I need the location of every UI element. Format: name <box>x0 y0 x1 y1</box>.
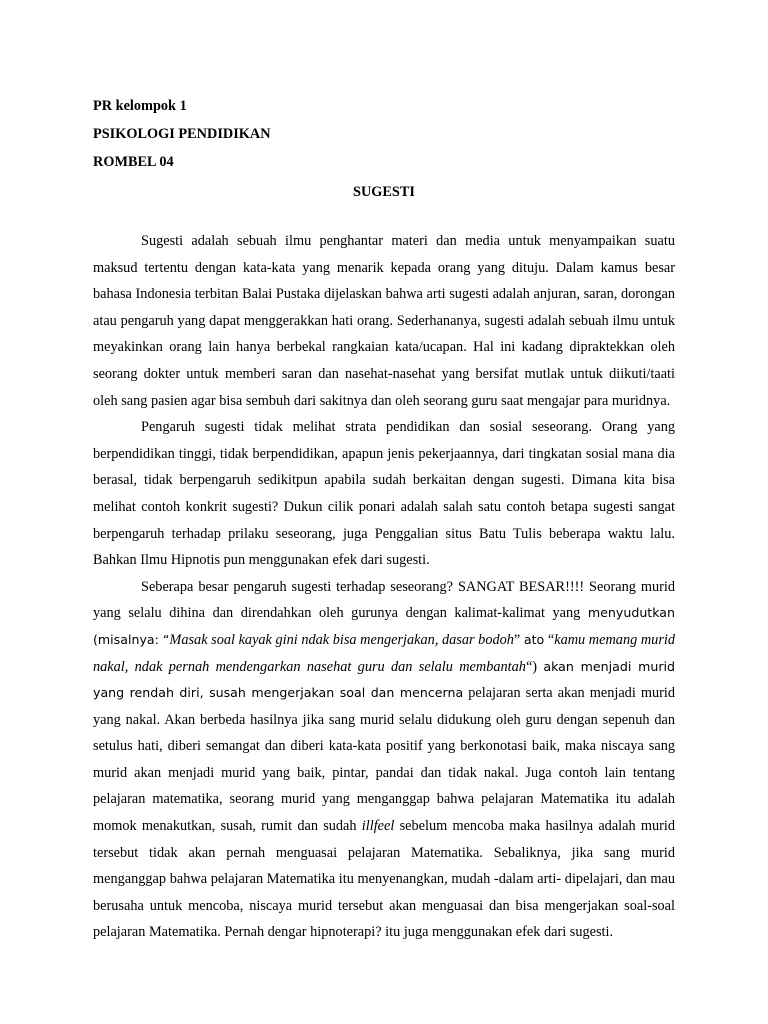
document-page <box>93 92 675 946</box>
header-group: PR kelompok 1 <box>93 98 187 114</box>
paragraph-3-text-7: akan menjadi murid yang rendah diri, susah mengerjakan soal dan mencerna <box>93 658 676 701</box>
quote-1: Masak soal kayak gini ndak bisa mengerjakan, dasar bodoh <box>169 631 514 648</box>
paragraph-3 <box>93 574 675 946</box>
paragraph-3-text-5: “ <box>547 631 555 648</box>
quote-2: kamu memang murid nakal, ndak pernah mendengarkan nasehat guru dan selalu membantah <box>93 631 676 675</box>
document-title: SUGESTI <box>353 184 415 200</box>
paragraph-3-text-9: sebelum mencoba maka hasilnya adalah murid tersebut tidak akan pernah menguasai pelajaran Matematika. Sebaliknya, jika sang murid menganggap bahwa pelajaran Matematika itu menyenangkan, mudah -dalam arti- dipelajari, dan mau berusaha untuk mencoba, niscaya murid tersebut akan menguasai dan bisa mengerjakan soal-soal pelajaran Matematika. Pernah dengar hipnoterapi? itu juga menggunakan efek dari sugesti. <box>93 818 676 941</box>
header-class: ROMBEL 04 <box>93 154 174 170</box>
paragraph-3-text-4: ato <box>523 631 545 647</box>
paragraph-3-text-8: pelajaran serta akan menjadi murid yang nakal. Akan berbeda hasilnya jika sang murid selalu didukung oleh guru dengan sepenuh dan setulus hati, diberi semangat dan diberi kata-kata positif yang berkonotasi baik, maka niscaya sang murid akan menjadi murid yang baik, pintar, pandai dan tidak nakal. Juga contoh lain tentang pelajaran matematika, seorang murid yang menganggap bahwa pelajaran Matematika itu adalah momok menakutkan, susah, rumit dan sudah <box>93 685 675 835</box>
paragraph-3-text-2: menyudutkan (misalnya: “ <box>93 605 676 647</box>
paragraph-1: Sugesti adalah sebuah ilmu penghantar materi dan media untuk menyampaikan suatu maksud tertentu dengan kata-kata yang menarik kepada orang yang dituju. Dalam kamus besar bahasa Indonesia terbitan Balai Pustaka dijelaskan bahwa arti sugesti adalah anjuran, saran, dorongan atau pengaruh yang dapat menggerakkan hati orang. Sederhananya, sugesti adalah sebuah ilmu untuk meyakinkan orang lain hanya berbekal rangkaian kata/ucapan. Hal ini kadang dipraktekkan oleh seorang dokter untuk memberi saran dan nasehat-nasehat yang bersifat mutlak untuk diikuti/taati oleh sang pasien agar bisa sembuh dari sakitnya dan oleh seorang guru saat mengajar para muridnya. <box>93 233 675 409</box>
paragraph-3-text-3: ” <box>513 631 521 648</box>
header-course: PSIKOLOGI PENDIDIKAN <box>93 126 271 142</box>
paragraph-3-text-1: Seberapa besar pengaruh sugesti terhadap seseorang? SANGAT BESAR!!!! Seorang murid yang selalu dihina dan direndahkan oleh gurunya dengan kalimat-kalimat yang <box>93 578 675 622</box>
italic-word-illfeel: illfeel <box>361 818 395 835</box>
paragraph-3-text-6: “) <box>525 658 538 675</box>
paragraph-2: Pengaruh sugesti tidak melihat strata pendidikan dan sosial seseorang. Orang yang berpendidikan tinggi, tidak berpendidikan, apapun jenis pekerjaannya, dari tingkatan sosial mana dia berasal, tidak berpengaruh sedikitpun apabila sudah berkaitan dengan sugesti. Dimana kita bisa melihat contoh konkrit sugesti? Dukun cilik ponari adalah salah satu contoh betapa sugesti sangat berpengaruh terhadap prilaku seseorang, juga Penggalian situs Batu Tulis beberapa waktu lalu. Bahkan Ilmu Hipnotis pun menggunakan efek dari sugesti. <box>93 419 675 569</box>
